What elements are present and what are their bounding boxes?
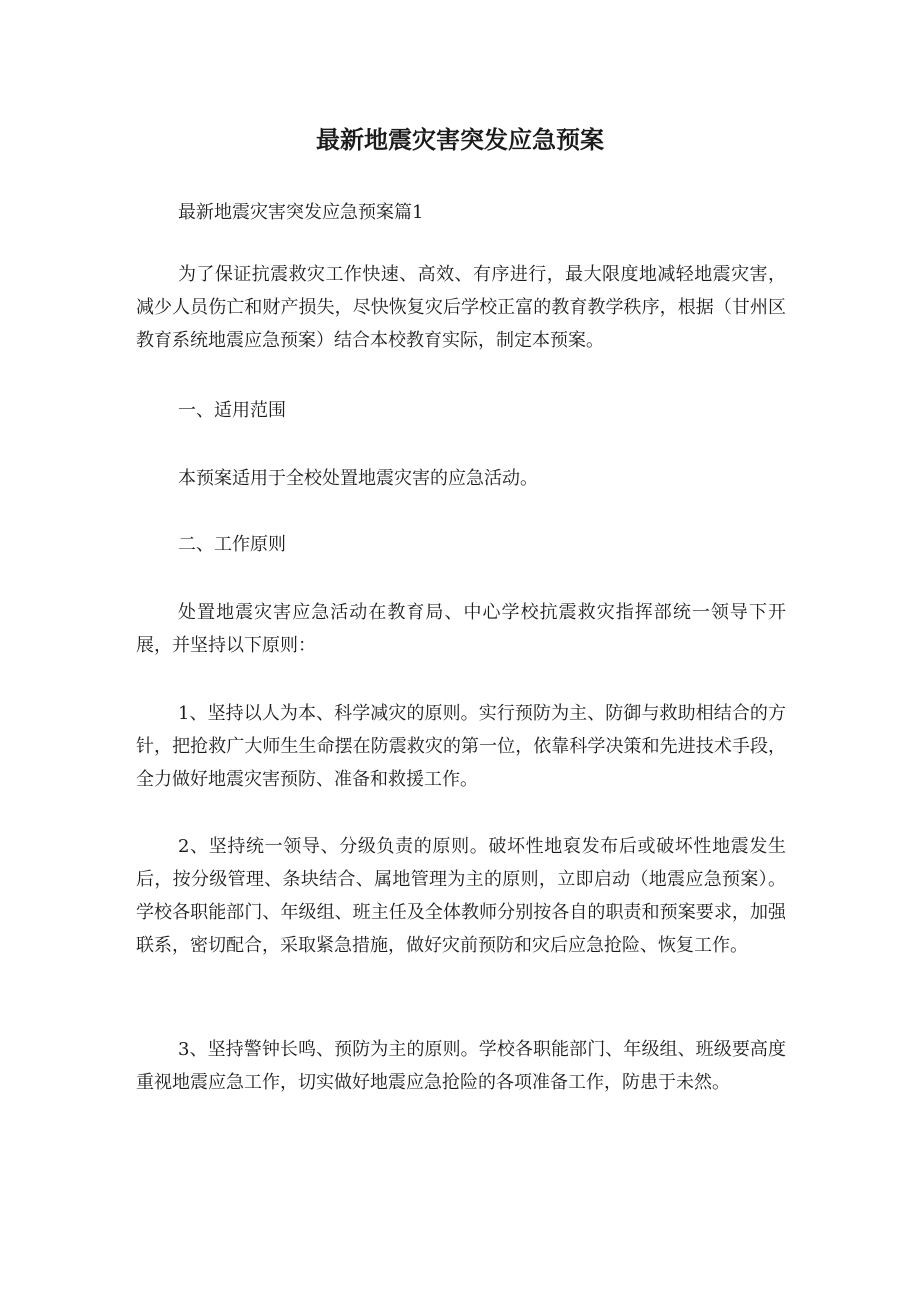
intro-paragraph: 为了保证抗震救灾工作快速、高效、有序进行，最大限度地减轻地震灾害，减少人员伤亡和财产损失，尽快恢复灾后学校正富的教育教学秩序，根据（甘州区教育系统地震应急预案）结合本校教育实际，制定本预案。 <box>136 264 786 351</box>
principle-item: 2、坚持统一领导、分级负责的原则。破坏性地裒发布后或破坏性地震发生后，按分级管理、条块结合、属地管理为主的原则，立即启动（地震应急预案）。学校各职能部门、年级组、班主任及全体教师分别按各自的职责和预案要求，加强联系，密切配合，采取紧急措施，做好灾前预防和灾后应急抢险、恢复工作。 <box>136 836 786 956</box>
document-subtitle: 最新地震灾害突发应急预案篇1 <box>178 202 424 223</box>
document-title: 最新地震灾害突发应急预案 <box>316 126 604 154</box>
principle-item: 1、坚持以人为本、科学减灾的原则。实行预防为主、防御与救助相结合的方针，把抢救广大师生生命摆在防震救灾的第一位，依靠科学决策和先进技术手段，全力做好地震灾害预防、准备和救援工作。 <box>136 703 786 790</box>
section-heading-principles: 二、工作原则 <box>178 534 286 555</box>
principles-paragraph: 处置地震灾害应急活动在教育局、中心学校抗震救灾指挥部统一领导下开展，并坚持以下原则： <box>136 602 786 656</box>
scope-paragraph: 本预案适用于全校处置地震灾害的应急活动。 <box>178 468 538 489</box>
section-heading-scope: 一、适用范围 <box>178 400 286 421</box>
principle-item: 3、坚持警钟长鸣、预防为主的原则。学校各职能部门、年级组、班级要高度重视地震应急工作，切实做好地震应急抢险的各项准备工作，防患于未然。 <box>136 1039 786 1093</box>
